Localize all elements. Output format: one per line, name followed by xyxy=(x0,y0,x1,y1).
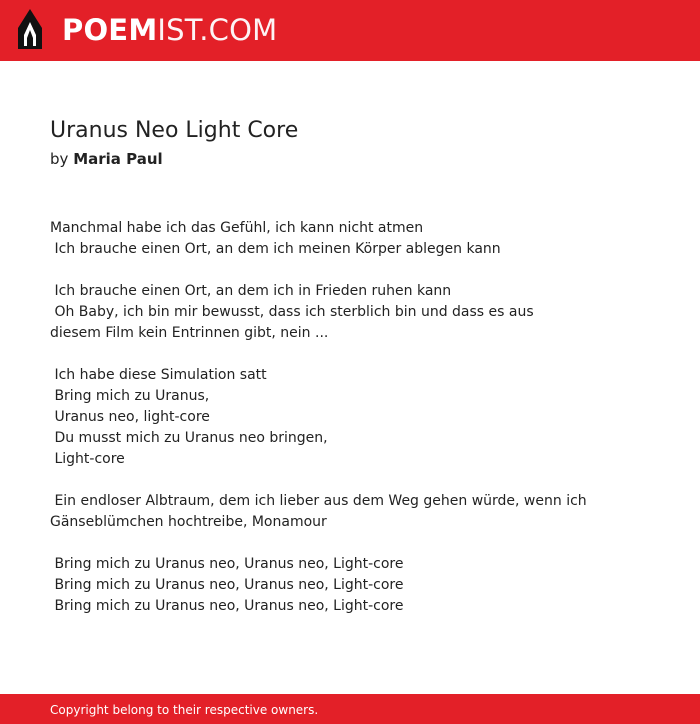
site-header xyxy=(0,0,700,61)
poem-line: Bring mich zu Uranus neo, Uranus neo, Light-core xyxy=(50,577,404,593)
poem-byline xyxy=(50,147,650,171)
poem-line: Gänseblümchen hochtreibe, Monamour xyxy=(50,514,327,530)
site-logo-text xyxy=(62,8,277,52)
poem-line: Du musst mich zu Uranus neo bringen, xyxy=(50,430,328,446)
poem-line: Uranus neo, light-core xyxy=(50,409,210,425)
poem-line: Bring mich zu Uranus neo, Uranus neo, Light-core xyxy=(50,598,404,614)
poem-line: Light-core xyxy=(50,451,125,467)
poem-line: Manchmal habe ich das Gefühl, ich kann nicht atmen xyxy=(50,220,424,236)
poem-content xyxy=(50,115,650,617)
poem-line: Bring mich zu Uranus neo, Uranus neo, Light-core xyxy=(50,556,404,572)
poem-line: Ich brauche einen Ort, an dem ich meinen Körper ablegen kann xyxy=(50,241,501,257)
author-link[interactable]: Maria Paul xyxy=(73,150,163,168)
poem-line: Bring mich zu Uranus, xyxy=(50,388,210,404)
stanza-break xyxy=(50,344,650,365)
poem-body xyxy=(50,218,650,617)
footer-copyright: Copyright belong to their respective owners. xyxy=(50,703,319,717)
poem-line: diesem Film kein Entrinnen gibt, nein ... xyxy=(50,325,329,341)
poem-line: Ein endloser Albtraum, dem ich lieber aus dem Weg gehen würde, wenn ich xyxy=(50,493,587,509)
stanza-break xyxy=(50,533,650,554)
poem-title: Uranus Neo Light Core xyxy=(50,118,299,143)
site-logo-link[interactable] xyxy=(17,8,277,52)
poem-line: Ich habe diese Simulation satt xyxy=(50,367,267,383)
poem-line: Ich brauche einen Ort, an dem ich in Frieden ruhen kann xyxy=(50,283,452,299)
logo-text-bold: POEM xyxy=(62,13,158,47)
site-footer xyxy=(0,694,700,724)
logo-text-light: IST.COM xyxy=(157,13,278,47)
byline-prefix: by xyxy=(50,150,69,168)
pencil-logo-icon xyxy=(17,8,43,52)
poem-line: Oh Baby, ich bin mir bewusst, dass ich sterblich bin und dass es aus xyxy=(50,304,534,320)
stanza-break xyxy=(50,260,650,281)
stanza-break xyxy=(50,470,650,491)
